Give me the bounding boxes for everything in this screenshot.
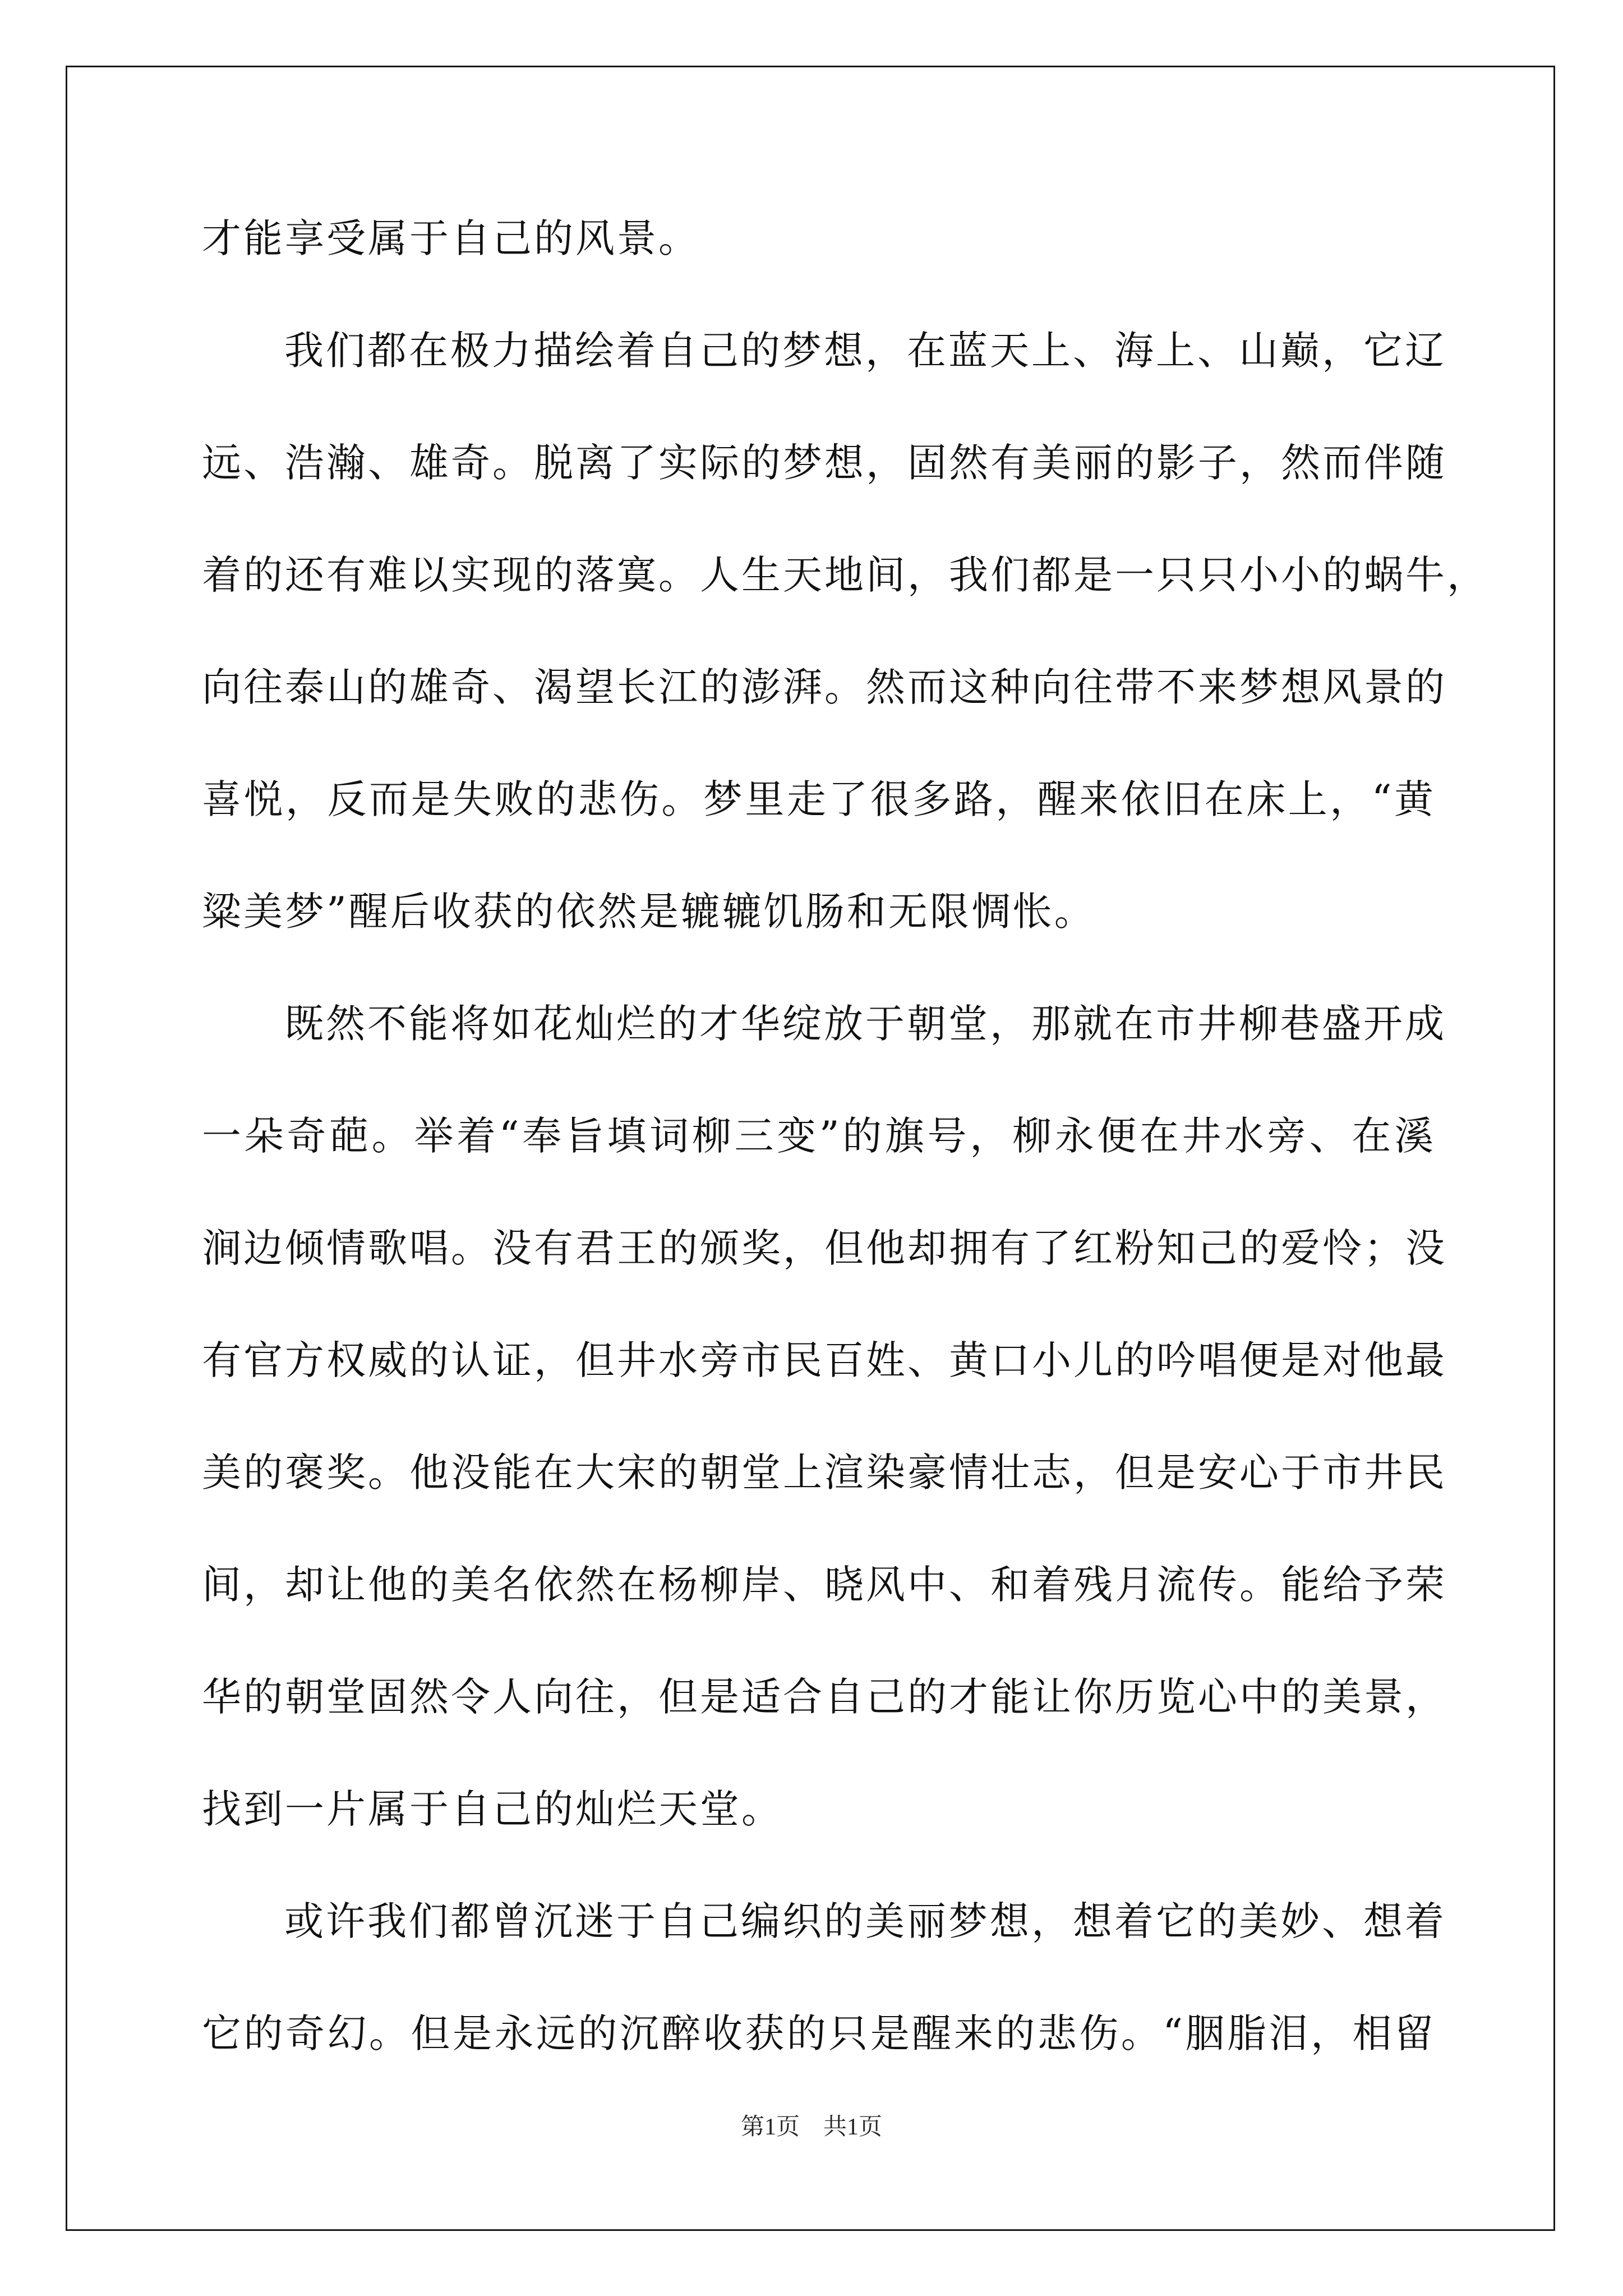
paragraph-first-line: 或许我们都曾沉迷于自己编织的美丽梦想，想着它的美妙、想着: [284, 1898, 1446, 1944]
text-line: 涧边倾情歌唱。没有君王的颁奖，但他却拥有了红粉知己的爱怜；没: [202, 1225, 1447, 1271]
text-line: 才能享受属于自己的风景。: [202, 215, 700, 261]
paragraph-first-line: 既然不能将如花灿烂的才华绽放于朝堂，那就在市井柳巷盛开成: [284, 1001, 1446, 1047]
text-line: 着的还有难以实现的落寞。人生天地间，我们都是一只只小小的蜗牛，: [202, 552, 1488, 598]
text-line: 粱美梦”醒后收获的依然是辘辘饥肠和无限惆怅。: [202, 889, 1096, 935]
text-line: 喜悦，反而是失败的悲伤。梦里走了很多路，醒来依旧在床上，“黄: [202, 776, 1436, 822]
text-line: 向往泰山的雄奇、渴望长江的澎湃。然而这种向往带不来梦想风景的: [202, 664, 1447, 710]
text-line: 有官方权威的认证，但井水旁市民百姓、黄口小儿的吟唱便是对他最: [202, 1337, 1447, 1383]
text-line: 找到一片属于自己的灿烂天堂。: [202, 1786, 783, 1832]
text-line: 间，却让他的美名依然在杨柳岸、晓风中、和着残月流传。能给予荣: [202, 1562, 1447, 1608]
text-line: 它的奇幻。但是永远的沉醉收获的只是醒来的悲伤。“胭脂泪，相留: [202, 2010, 1436, 2056]
page-number: 第1页 共1页: [740, 2114, 882, 2140]
text-line: 华的朝堂固然令人向往，但是适合自己的才能让你历览心中的美景，: [202, 1674, 1447, 1720]
text-line: 远、浩瀚、雄奇。脱离了实际的梦想，固然有美丽的影子，然而伴随: [202, 440, 1447, 486]
text-line: 一朵奇葩。举着“奉旨填词柳三变”的旗号，柳永便在井水旁、在溪: [202, 1113, 1436, 1159]
paragraph-first-line: 我们都在极力描绘着自己的梦想，在蓝天上、海上、山巅，它辽: [284, 328, 1446, 374]
text-line: 美的褒奖。他没能在大宋的朝堂上渲染豪情壮志，但是安心于市井民: [202, 1450, 1447, 1496]
